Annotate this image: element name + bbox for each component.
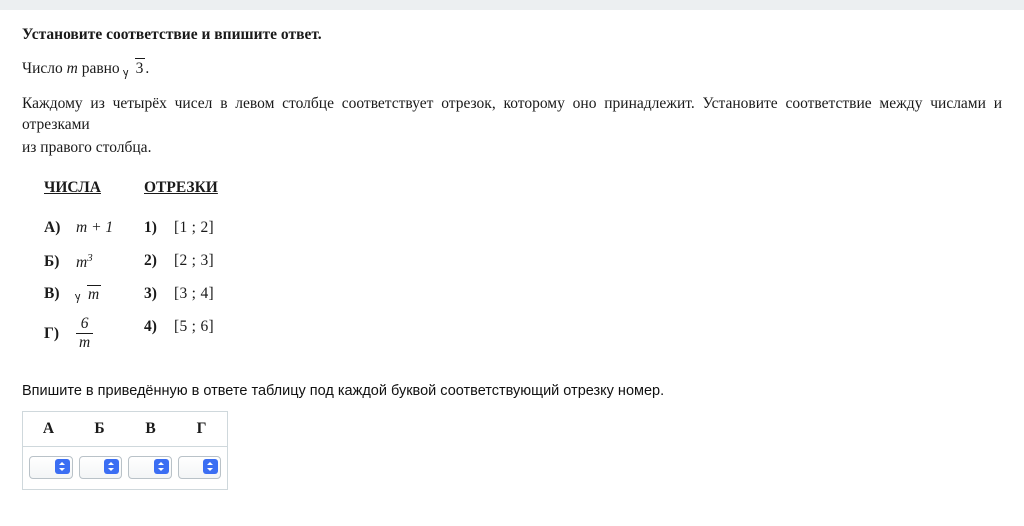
- right-segment-2: [2 ; 3]: [174, 251, 214, 269]
- left-value-b-base: m: [76, 253, 88, 271]
- list-item-right-3: [144, 285, 214, 303]
- chevron-updown-icon-g[interactable]: [203, 459, 218, 474]
- matching-columns: [44, 179, 464, 359]
- answer-instruction: Впишите в приведённую в ответе таблицу под каждой буквой соответствующий отрезку номер.: [22, 382, 665, 399]
- right-segment-1: [1 ; 2]: [174, 218, 214, 236]
- chevron-updown-icon-a[interactable]: [55, 459, 70, 474]
- answer-header-v: В: [145, 419, 156, 437]
- left-column-header: ЧИСЛА: [44, 178, 101, 196]
- list-item-left-b: [44, 252, 93, 272]
- list-item-right-1: [144, 219, 214, 237]
- left-value-g: [72, 314, 93, 353]
- right-number-4: 4): [144, 317, 157, 335]
- answer-table: [22, 411, 228, 490]
- columns-rows: [44, 209, 464, 359]
- list-item-right-4: [144, 318, 214, 336]
- right-number-2: 2): [144, 251, 157, 269]
- answer-header-a: А: [42, 419, 55, 437]
- task-statement-second-line: [22, 138, 1002, 159]
- left-label-a: А): [44, 218, 61, 236]
- given-variable: m: [66, 60, 78, 77]
- fraction-numerator: 6: [76, 316, 93, 334]
- left-value-a: m + 1: [76, 218, 114, 236]
- left-value-v-radicand: m: [88, 285, 100, 303]
- answer-select-g[interactable]: [178, 456, 222, 479]
- right-number-1: 1): [144, 218, 157, 236]
- square-root-icon-v: [76, 285, 101, 304]
- answer-header-b: Б: [94, 419, 105, 437]
- given-middle: равно: [81, 60, 120, 77]
- chevron-updown-icon-b[interactable]: [104, 459, 119, 474]
- left-label-v: В): [44, 285, 60, 303]
- answer-header-g: Г: [196, 419, 207, 437]
- right-segment-3: [3 ; 4]: [174, 284, 214, 302]
- chevron-updown-icon-v[interactable]: [154, 459, 169, 474]
- answer-table-header: [23, 412, 227, 447]
- square-root-icon: [124, 58, 146, 80]
- task-statement: [22, 94, 1002, 136]
- list-item-left-g: [44, 314, 93, 353]
- answer-table-row: [23, 447, 227, 489]
- right-segment-4: [5 ; 6]: [174, 317, 214, 335]
- left-label-g: Г): [44, 325, 60, 343]
- left-value-b-exponent: 3: [87, 251, 93, 264]
- given-radicand: 3: [135, 58, 146, 80]
- task-page: [0, 10, 1024, 490]
- list-item-left-a: [44, 219, 113, 237]
- right-number-3: 3): [144, 284, 157, 302]
- list-item-left-v: [44, 285, 101, 304]
- list-item-right-2: [144, 252, 214, 270]
- given-suffix: .: [145, 60, 150, 77]
- answer-select-v[interactable]: [128, 456, 172, 479]
- left-value-v: [72, 285, 101, 304]
- left-label-b: Б): [44, 252, 60, 270]
- task-statement-text-2: из правого столбца.: [22, 138, 152, 156]
- right-column-header: ОТРЕЗКИ: [144, 178, 218, 196]
- answer-select-a[interactable]: [29, 456, 73, 479]
- left-value-b: [72, 252, 93, 272]
- columns-header: [44, 179, 464, 197]
- top-bar: [0, 0, 1024, 10]
- page-title: Установите соответствие и впишите ответ.: [22, 26, 322, 43]
- task-statement-text: Каждому из четырёх чисел в левом столбце соответствует отрезок, которому оно принадлежит. Установите соответствие между числами и отрезками: [22, 94, 1002, 133]
- fraction: [76, 316, 93, 352]
- answer-select-b[interactable]: [79, 456, 123, 479]
- given-prefix: Число: [22, 60, 63, 77]
- given-value-line: [22, 58, 1002, 80]
- fraction-denominator: m: [79, 333, 91, 351]
